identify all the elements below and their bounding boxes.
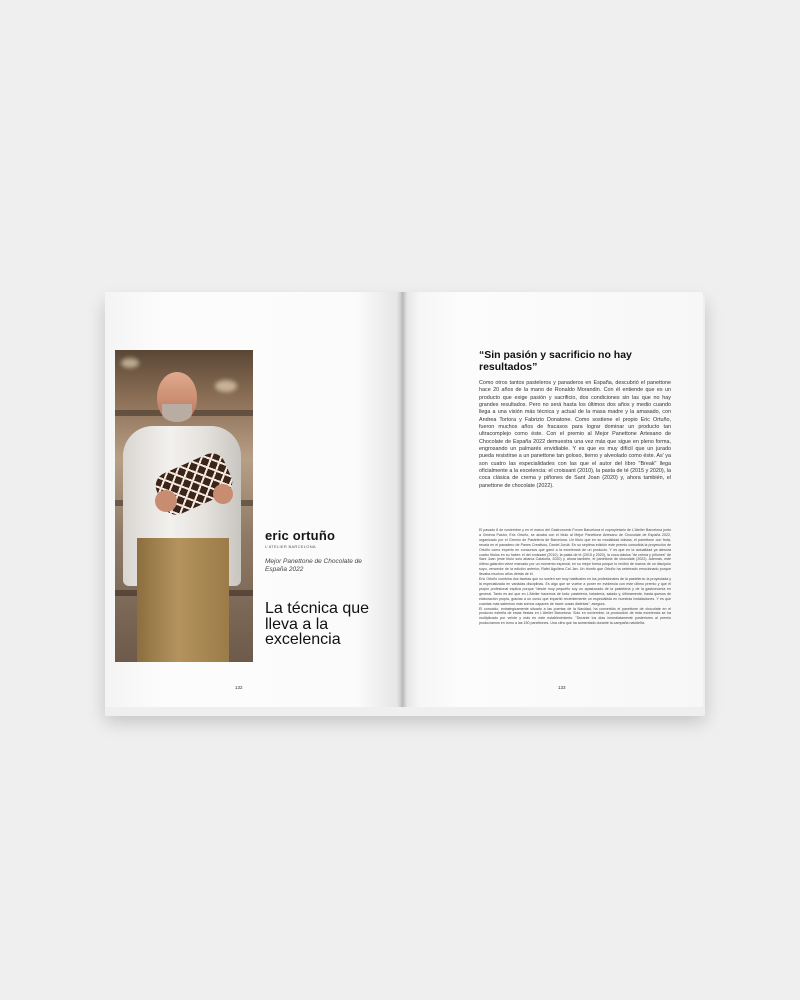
- body-paragraph: Eric Ortuño combina dos facetas que no suelen ser muy habituales en los profesionales de la pastelería: la proyectada y la especializada en variadas disciplinas. Es algo que se vuelve a poner en evidencia con este último premio y que el propio profesional explica porque "desde muy pequeño soy un apasionado de la pastelería y de la gastronomía en general. Tanto es así que en L'Atelier hacemos de todo: pastelería, heladería, salado y, últimamente, hasta quesos de elaboración propia, gracias a un curso que impartió recientemente un especialista en nuestras instalaciones. Y es que cuantas más sabemos más somos capaces de hacer cosas distintas", asegura.: [479, 577, 671, 606]
- chef-photo: [115, 350, 253, 662]
- body-paragraph: El pasado 8 de noviembre y en el marco del Gastronomic Forum Barcelona el copropietario de L'Atelier Barcelona junto a Ximena Pastor, Eric Ortuño, se alzaba con el título al Mejor Panettone Artesano de Chocolate de España 2022, organizado por el Gremio de Pastelería de Barcelona. Un título que en su modalidad clásica, el panettone con fruta, recaía en el panadero de Panes Creativos, Daniel Jordà. En su séptima edición este premio consolida la proyección de Ortuño como experto en concursos que ganó a la excelencia de un producto. Y es que en la actualidad ya atesora cuatro títulos en su haber: el del croissant (2010), la pasta de té (2015 y 2020), la coca clásica "de crema y piñones" de Sant Joan (este título solo abarca Cataluña, 2020) y, ahora también, el panettone de chocolate (2022). Además, este último galardón viene marcado por un momento especial, en su mejor forma porque lo recibió de manos de un discípulo suyo, vencedor de la edición anterior, Rafel Aguilera Cal Jan. Un triunfo que Ortuño ha celebrado emocionado porque llevaba muchos años detrás de él.: [479, 528, 671, 577]
- award-title: Mejor Panettone de Chocolate de España 2022: [265, 558, 362, 573]
- body-text: [479, 528, 671, 626]
- intro-paragraph: Como otros tantos pasteleros y panaderos en España, descubrió el panettone hace 20 años de la mano de Ronaldo Morandin. Con él entiende que es un producto que exige pasión y sacrificio, dos condiciones sin las que no hay grandes resultados. Pero no será hasta los últimos dos años y medio cuando llega a una visión más técnica y actual de la masa madre y la amasado, con Andrea Tortora y Fabrizio Donatone. Como sostiene el propio Eric Ortuño, fueron muchos años de fracasos para lograr dominar un producto tan ultracomplejo como éste. Con el premio al Mejor Panettone Artesano de Chocolate de España 2022 demuestra una vez más que sigue en pleno forma, engrosando un palmarés envidiable. Y es que es muy difícil que un jurado pueda resistirse a un panettone tan goloso, tierno y alveolado como éste. As' ya son cuatro las especialidades con las que el autor del libro "Break" llega oficialmente a la excelencia: el croissant (2010), la pasta de té (2015 y 2020), la coca clásica de crema y piñones de Sant Joan (2020) y, ahora también, el panettone de chocolate (2022).: [479, 380, 671, 489]
- page-number-left: 132: [235, 685, 243, 690]
- chef-name: eric ortuño: [265, 528, 336, 543]
- affiliation: L'ATELIER BARCELONA: [265, 544, 316, 549]
- page-number-right: 133: [558, 685, 566, 690]
- left-page: [105, 292, 401, 707]
- article-headline: La técnica que lleva a la excelencia: [265, 600, 370, 648]
- spine-gutter: [397, 292, 407, 707]
- pull-quote: “Sin pasión y sacrificio no hay resultados”: [479, 349, 632, 373]
- body-paragraph: El conocido, extrategicamente situado a las puertas de la Navidad, ha convertido el panettone de chocolate en el producto estrella de estas fiestas en L'Atelier Barcelona. Solo en noviembre, la producción de esta excelencia se ha multiplicado por veinte y más en este establecimiento. "Durante los días inmediatamente posteriores al premio producíamos en torno a las 150 panettones. Una cifra que ha aumentado durante la campaña navideña.: [479, 606, 671, 626]
- right-page: [401, 292, 703, 707]
- open-magazine-spread: [105, 292, 703, 709]
